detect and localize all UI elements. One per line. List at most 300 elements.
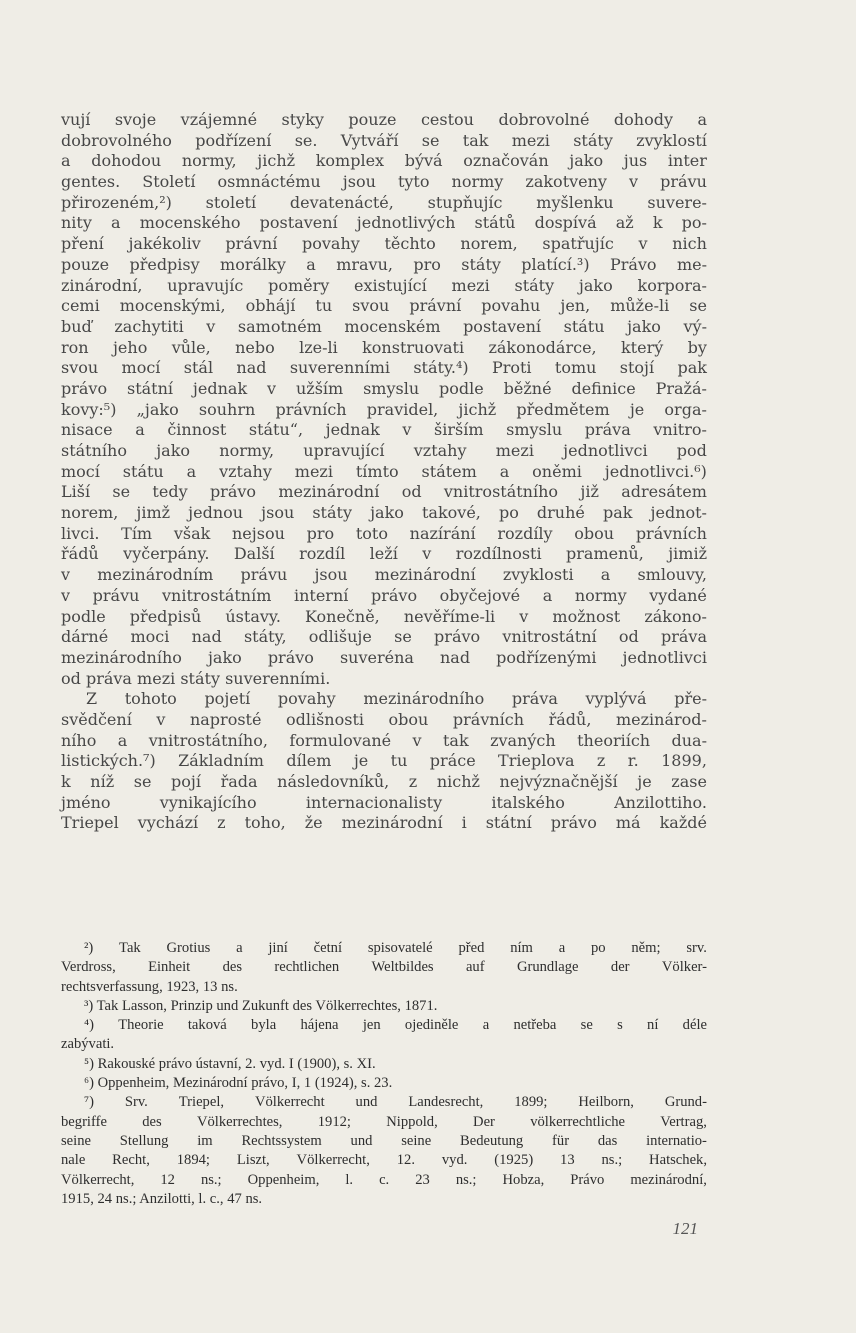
word: tu bbox=[315, 296, 333, 316]
word: a bbox=[558, 940, 566, 956]
footnote-line: ⁶) Oppenheim, Mezinárodní právo, I, 1 (1924), s. 23. bbox=[84, 1075, 393, 1092]
word: s bbox=[617, 1017, 623, 1034]
word: pod bbox=[676, 441, 707, 460]
text-line bbox=[61, 544, 707, 565]
text-line bbox=[61, 441, 707, 462]
text-line bbox=[61, 110, 707, 131]
word: c. bbox=[379, 1171, 390, 1188]
word: v bbox=[412, 730, 422, 750]
word: jednotlivých bbox=[356, 213, 456, 233]
word: nad bbox=[191, 627, 222, 647]
word: století bbox=[205, 192, 257, 212]
text-line bbox=[61, 338, 707, 359]
word: má bbox=[615, 813, 641, 833]
word: dílem bbox=[286, 751, 332, 771]
word: před bbox=[458, 940, 485, 956]
word: širším bbox=[434, 420, 484, 440]
word: Grundlage bbox=[516, 959, 579, 976]
word: Trieplova bbox=[498, 751, 575, 771]
word: Grund- bbox=[664, 1094, 707, 1111]
word: mocí bbox=[121, 358, 161, 378]
word: tak bbox=[462, 130, 489, 150]
text-line bbox=[61, 772, 707, 793]
word: právo bbox=[267, 647, 314, 667]
word: rozdíl bbox=[299, 544, 346, 564]
word: právní bbox=[225, 234, 278, 254]
word: ojediněle bbox=[404, 1017, 459, 1034]
word: z bbox=[596, 751, 606, 771]
word: práce bbox=[429, 751, 476, 771]
word: státního bbox=[61, 441, 127, 460]
word: v bbox=[402, 420, 412, 440]
paragraph bbox=[61, 110, 707, 689]
word: právu bbox=[660, 172, 707, 192]
word: Bedeutung bbox=[460, 1132, 524, 1149]
word: listických.⁷) bbox=[61, 751, 156, 771]
word: nich bbox=[672, 234, 707, 254]
word: mocenskými, bbox=[119, 296, 226, 316]
word: pojetí bbox=[204, 689, 251, 709]
word: korpora- bbox=[637, 275, 707, 295]
word: a bbox=[697, 110, 707, 129]
footnote-line bbox=[61, 1132, 707, 1151]
word: níž bbox=[90, 772, 115, 791]
word: práva bbox=[660, 627, 707, 647]
text-line bbox=[61, 627, 707, 648]
word: v bbox=[422, 544, 432, 564]
word: právo bbox=[550, 813, 597, 833]
word: Triepel, bbox=[178, 1094, 225, 1111]
word: das bbox=[597, 1132, 618, 1149]
word: des bbox=[142, 1113, 162, 1130]
word: suveréna bbox=[339, 647, 414, 667]
word: mocenském bbox=[344, 316, 441, 336]
text-line bbox=[61, 276, 707, 297]
word: nad bbox=[439, 647, 471, 667]
word: nisace bbox=[61, 420, 113, 440]
word: Der bbox=[473, 1113, 495, 1130]
word: mezinárodního bbox=[363, 689, 485, 709]
word: taková bbox=[187, 1017, 227, 1034]
word: a bbox=[482, 1017, 490, 1034]
word: po- bbox=[681, 213, 707, 233]
word: Einheit bbox=[148, 959, 191, 976]
word: mezinárodního bbox=[61, 647, 182, 667]
word: a bbox=[111, 213, 121, 233]
word: státní bbox=[127, 378, 174, 398]
word: jsou bbox=[261, 503, 295, 523]
text-line bbox=[61, 710, 707, 731]
word: v bbox=[61, 585, 71, 605]
word: zvyklostí bbox=[636, 130, 707, 150]
word: auf bbox=[465, 959, 485, 976]
word: vychází bbox=[137, 813, 199, 833]
word: tak bbox=[443, 730, 469, 750]
word: svoje bbox=[114, 110, 157, 129]
word: se bbox=[421, 130, 440, 150]
footnote-line bbox=[61, 1113, 707, 1132]
word: suvere- bbox=[647, 192, 707, 212]
word: právních bbox=[275, 399, 347, 419]
word: podle bbox=[61, 606, 106, 626]
word: jakékoliv bbox=[128, 234, 201, 254]
word: konstruovati bbox=[362, 337, 465, 357]
word: je bbox=[637, 772, 652, 791]
word: užším bbox=[295, 378, 344, 398]
word: však bbox=[173, 523, 211, 543]
word: samotném bbox=[237, 316, 322, 336]
word: v bbox=[629, 172, 639, 192]
word: a bbox=[135, 420, 145, 440]
word: dohodou bbox=[91, 151, 162, 171]
word: v bbox=[156, 709, 166, 729]
word: déle bbox=[682, 1017, 707, 1034]
word: od bbox=[401, 482, 422, 502]
footnote-line: 1915, 24 ns.; Anzilotti, l. c., 47 ns. bbox=[61, 1190, 263, 1207]
word: zvyklosti bbox=[502, 565, 574, 585]
word: pramenů, bbox=[566, 544, 644, 564]
body-text bbox=[61, 110, 707, 834]
word: dárné bbox=[61, 627, 109, 647]
word: rozdílnosti bbox=[455, 544, 542, 564]
word: se. bbox=[294, 130, 318, 150]
word: Právo bbox=[570, 1171, 605, 1188]
footnote-line bbox=[61, 1151, 707, 1170]
word: jednak bbox=[192, 378, 248, 398]
word: jednak bbox=[325, 420, 380, 440]
word: jako bbox=[569, 151, 604, 171]
word: spatřujíc bbox=[542, 234, 614, 254]
word: v bbox=[519, 606, 529, 626]
footnotes bbox=[61, 939, 707, 1209]
word: Grotius bbox=[166, 940, 211, 956]
word: právních bbox=[452, 709, 525, 729]
word: povahy bbox=[277, 689, 336, 709]
word: pak bbox=[602, 503, 633, 523]
text-line bbox=[61, 255, 707, 276]
word: moci bbox=[130, 627, 170, 647]
word: Tím bbox=[121, 523, 153, 543]
word: a bbox=[117, 730, 128, 750]
word: normy, bbox=[181, 151, 237, 171]
word: státy bbox=[461, 254, 501, 274]
word: nad bbox=[236, 358, 267, 378]
word: Vertrag, bbox=[660, 1113, 707, 1130]
word: mezinárodní bbox=[278, 482, 380, 502]
word: od bbox=[618, 627, 639, 647]
word: by bbox=[687, 337, 707, 357]
word: pro bbox=[306, 523, 335, 543]
word: i bbox=[461, 813, 467, 833]
word: jen, bbox=[560, 296, 591, 316]
word: a bbox=[236, 940, 243, 956]
word: ron bbox=[61, 337, 89, 357]
word: nejsou bbox=[232, 523, 285, 543]
word: suverenními bbox=[289, 358, 390, 378]
word: ns.; bbox=[601, 1152, 623, 1169]
word: ⁷) bbox=[84, 1094, 94, 1111]
word: livci. bbox=[61, 523, 100, 543]
word: že bbox=[304, 813, 323, 833]
word: toto bbox=[355, 523, 388, 543]
word: vydané bbox=[649, 585, 707, 605]
word: srv. bbox=[686, 940, 707, 956]
word: právu bbox=[92, 585, 140, 605]
word: für bbox=[552, 1132, 570, 1149]
word: Z bbox=[86, 689, 98, 709]
word: netřeba bbox=[513, 1017, 557, 1034]
word: vztahy bbox=[219, 461, 272, 481]
word: tomu bbox=[554, 358, 597, 378]
word: z bbox=[408, 772, 418, 791]
word: tu bbox=[390, 751, 408, 771]
footnote-line bbox=[61, 939, 707, 958]
footnote bbox=[61, 997, 707, 1016]
word: Tak bbox=[119, 940, 141, 956]
word: státy bbox=[514, 275, 555, 295]
word: jsou bbox=[342, 172, 376, 192]
word: Verdross, bbox=[61, 959, 116, 976]
word: v bbox=[61, 565, 71, 585]
text-line bbox=[61, 151, 707, 172]
word: odlišuje bbox=[308, 627, 372, 647]
text-line bbox=[61, 503, 707, 524]
text-line bbox=[61, 793, 707, 814]
word: státu bbox=[563, 316, 605, 336]
text-line bbox=[61, 213, 707, 234]
word: činnost bbox=[167, 420, 227, 440]
word: und bbox=[350, 1132, 373, 1149]
word: inter bbox=[667, 151, 707, 171]
word: Weltbildes bbox=[371, 959, 434, 976]
word: tohoto bbox=[124, 689, 177, 709]
text-line bbox=[61, 482, 707, 503]
word: Triepel bbox=[61, 813, 119, 833]
footnote-line bbox=[61, 1016, 707, 1035]
word: Proti bbox=[491, 358, 532, 378]
word: pravidel, bbox=[366, 399, 439, 419]
word: adresátem bbox=[621, 482, 707, 502]
word: orga- bbox=[664, 399, 707, 419]
word: vý- bbox=[683, 316, 707, 336]
word: státy bbox=[312, 503, 352, 523]
text-line bbox=[61, 586, 707, 607]
word: Srv. bbox=[124, 1094, 148, 1111]
word: pouze bbox=[348, 110, 397, 129]
word: podřízení bbox=[195, 130, 272, 150]
word: zachytiti bbox=[114, 316, 184, 336]
word: stál bbox=[183, 358, 214, 378]
text-line bbox=[61, 420, 707, 441]
word: jednotlivci bbox=[622, 647, 707, 667]
text-line bbox=[61, 379, 707, 400]
text-line bbox=[61, 172, 707, 193]
word: nichž bbox=[436, 772, 480, 791]
word: státu bbox=[122, 461, 164, 481]
word: jen bbox=[362, 1017, 381, 1034]
word: jichž bbox=[458, 399, 497, 419]
word: nebo bbox=[235, 337, 275, 357]
word: pře- bbox=[674, 689, 707, 709]
footnote bbox=[61, 939, 707, 997]
word: Völkerrecht, bbox=[61, 1171, 135, 1188]
word: 1899; bbox=[514, 1094, 548, 1111]
word: zase bbox=[671, 772, 707, 791]
word: ²) bbox=[84, 940, 94, 956]
word: 12 bbox=[160, 1171, 175, 1188]
text-line bbox=[61, 751, 707, 772]
word: mocí bbox=[61, 461, 100, 481]
word: jednot- bbox=[650, 503, 707, 523]
word: jednotlivci.⁶) bbox=[604, 461, 707, 481]
word: svou bbox=[352, 296, 390, 316]
word: možnost bbox=[552, 606, 621, 626]
word: nale bbox=[61, 1152, 86, 1169]
word: práva bbox=[584, 420, 631, 440]
word: státy, bbox=[243, 627, 287, 647]
text-line bbox=[61, 731, 707, 752]
word: vnitrostátního, bbox=[148, 730, 268, 750]
word: Pražá- bbox=[655, 378, 707, 398]
word: právu bbox=[240, 565, 288, 585]
word: právo bbox=[434, 627, 481, 647]
word: völkerrechtliche bbox=[530, 1113, 626, 1130]
word: může-li bbox=[610, 296, 670, 316]
word: stojí bbox=[619, 358, 655, 378]
word: formulované bbox=[289, 730, 392, 750]
footnote bbox=[61, 1055, 707, 1074]
word: z bbox=[217, 813, 226, 833]
word: právo bbox=[61, 378, 108, 398]
word: jednou bbox=[188, 503, 244, 523]
word: stupňujíc bbox=[427, 192, 503, 212]
word: řádů bbox=[61, 544, 99, 564]
word: mezinárodním bbox=[97, 565, 214, 585]
word: se bbox=[112, 482, 131, 502]
word: r. bbox=[627, 751, 639, 771]
footnote-line bbox=[61, 1093, 707, 1112]
word: internacionalisty bbox=[305, 792, 443, 812]
word: se bbox=[394, 627, 412, 647]
word: jako bbox=[627, 316, 661, 336]
word: seine bbox=[401, 1132, 432, 1149]
word: devatenácté, bbox=[289, 192, 394, 212]
word: se bbox=[580, 1017, 593, 1034]
word: gentes. bbox=[61, 172, 121, 192]
word: povahu bbox=[481, 296, 541, 316]
word: Století bbox=[142, 172, 196, 192]
footnote-line bbox=[61, 958, 707, 977]
word: označován bbox=[463, 151, 549, 171]
text-line bbox=[61, 689, 707, 710]
word: mezinárod- bbox=[615, 709, 707, 729]
word: Theorie bbox=[118, 1017, 164, 1034]
word: a bbox=[186, 461, 197, 481]
word: jsou bbox=[314, 565, 348, 585]
word: a bbox=[499, 461, 510, 481]
word: theoriích bbox=[577, 730, 651, 750]
word: bývá bbox=[404, 151, 443, 171]
word: ⁴) bbox=[84, 1017, 94, 1034]
word: je bbox=[353, 751, 369, 771]
word: dohody bbox=[613, 110, 673, 129]
word: vnitrostátním bbox=[162, 585, 272, 605]
word: jeho bbox=[112, 337, 148, 357]
word: toho, bbox=[244, 813, 286, 833]
word: států bbox=[474, 213, 516, 233]
text-line bbox=[61, 813, 707, 834]
word: Heilborn, bbox=[578, 1094, 634, 1111]
word: der bbox=[610, 959, 630, 976]
word: něm; bbox=[631, 940, 661, 956]
word: Vytváří bbox=[340, 130, 399, 150]
word: obyčejové bbox=[439, 585, 521, 605]
word: im bbox=[197, 1132, 213, 1149]
word: vují bbox=[61, 110, 91, 129]
word: seine bbox=[61, 1132, 91, 1149]
word: zákono- bbox=[644, 606, 707, 626]
word: Konečně, bbox=[305, 606, 380, 626]
word: pak bbox=[677, 358, 707, 378]
word: Základním bbox=[178, 751, 264, 771]
word: mezi bbox=[294, 461, 333, 481]
word: norem, bbox=[61, 503, 119, 523]
word: po bbox=[498, 503, 519, 523]
word: und bbox=[355, 1094, 378, 1111]
word: Recht, bbox=[112, 1152, 150, 1169]
word: státy.⁴) bbox=[413, 358, 469, 378]
word: styky bbox=[281, 110, 324, 129]
word: upravujíc bbox=[167, 275, 244, 295]
text-line bbox=[61, 648, 707, 669]
word: jako bbox=[578, 275, 613, 295]
word: vyd. bbox=[441, 1152, 468, 1169]
word: Právo bbox=[609, 254, 657, 274]
word: státem bbox=[421, 461, 477, 481]
word: leží bbox=[369, 544, 398, 564]
word: předpisů bbox=[129, 606, 202, 626]
word: 12. bbox=[396, 1152, 415, 1169]
word: smyslu bbox=[363, 378, 420, 398]
word: Anzilottiho. bbox=[614, 792, 707, 812]
word: begriffe bbox=[61, 1113, 107, 1130]
word: přirozeném,²) bbox=[61, 192, 172, 212]
word: Hobza, bbox=[502, 1171, 545, 1188]
word: těchto bbox=[384, 234, 436, 254]
word: ním bbox=[510, 940, 533, 956]
word: ní bbox=[647, 1017, 659, 1034]
word: vynikajícího bbox=[159, 792, 257, 812]
word: a bbox=[600, 565, 611, 585]
word: lze-li bbox=[299, 337, 338, 357]
word: Nippold, bbox=[386, 1113, 438, 1130]
word: komplex bbox=[315, 151, 385, 171]
word: obou bbox=[388, 709, 429, 729]
word: morálky bbox=[220, 254, 286, 274]
word: Stellung bbox=[119, 1132, 169, 1149]
word: kovy:⁵) bbox=[61, 399, 117, 419]
word: (1925) bbox=[494, 1152, 534, 1169]
word: pření bbox=[61, 234, 104, 254]
word: mezi bbox=[451, 275, 490, 295]
word: norem, bbox=[460, 234, 518, 254]
word: smyslu bbox=[506, 420, 563, 440]
word: četní bbox=[313, 940, 343, 956]
word: ního bbox=[61, 730, 97, 750]
text-line bbox=[61, 234, 707, 255]
word: Hatschek, bbox=[649, 1152, 707, 1169]
word: předpisy bbox=[129, 254, 200, 274]
